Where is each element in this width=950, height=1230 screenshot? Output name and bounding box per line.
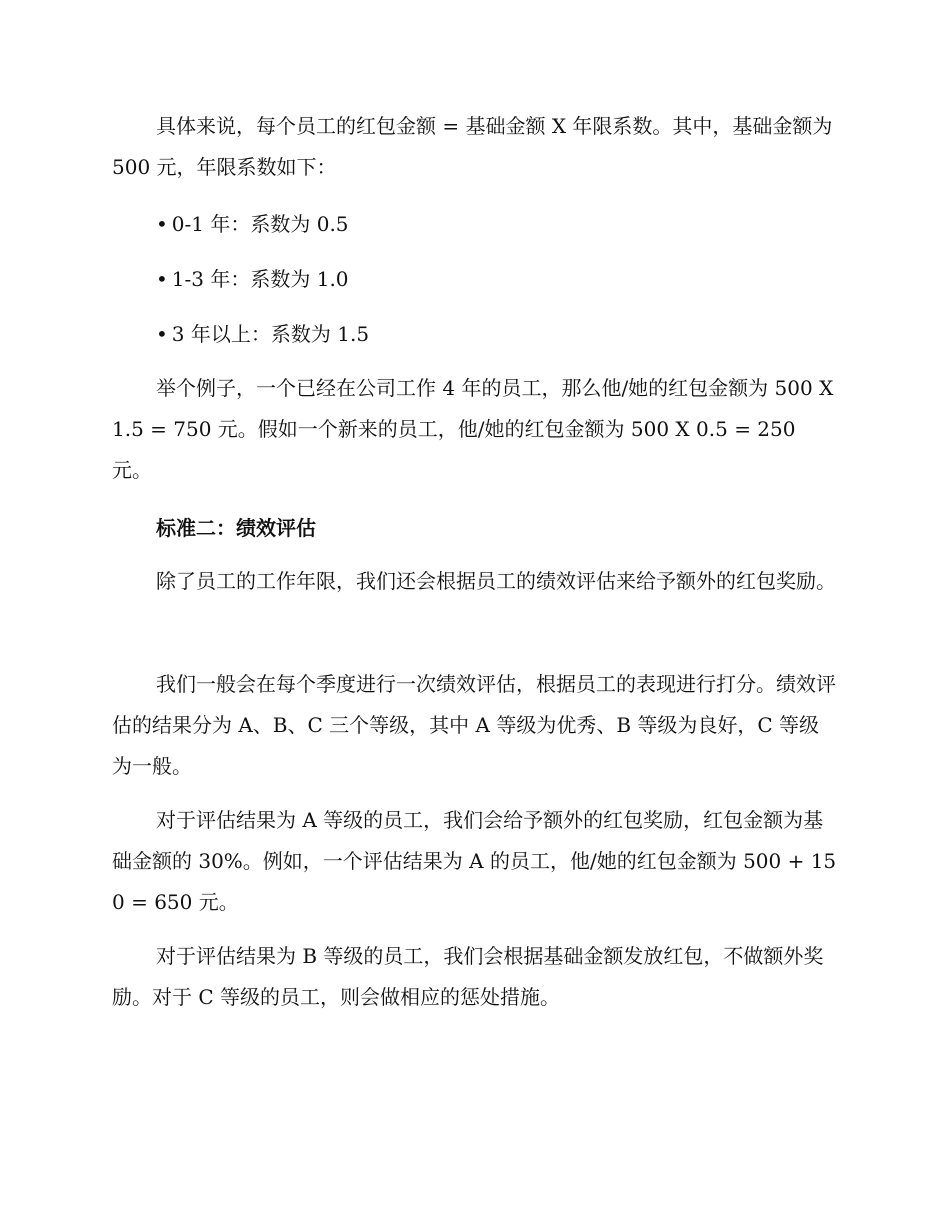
grade-a-paragraph: 对于评估结果为 A 等级的员工，我们会给予额外的红包奖励，红包金额为基础金额的 30%。例如，一个评估结果为 A 的员工，他/她的红包金额为 500 + 150 = 650 元。 (112, 808, 837, 914)
coefficient-text: 0-1 年：系数为 0.5 (171, 212, 349, 236)
coefficient-text: 3 年以上：系数为 1.5 (171, 322, 370, 346)
bullet-marker: • (156, 267, 168, 291)
performance-intro-paragraph: 除了员工的工作年限，我们还会根据员工的绩效评估来给予额外的红包奖励。 (156, 569, 836, 593)
section-heading: 标准二：绩效评估 (156, 516, 316, 540)
coefficient-item-1-3-years (156, 264, 349, 294)
bullet-marker: • (156, 212, 168, 236)
coefficient-item-0-1-years (156, 209, 349, 239)
coefficient-item-3-plus-years (156, 319, 369, 349)
intro-paragraph: 具体来说，每个员工的红包金额 = 基础金额 X 年限系数。其中，基础金额为 500 元，年限系数如下： (112, 114, 833, 179)
performance-process-paragraph: 我们一般会在每个季度进行一次绩效评估，根据员工的表现进行打分。绩效评估的结果分为 A、B、C 三个等级，其中 A 等级为优秀、B 等级为良好，C 等级为一般。 (112, 672, 836, 778)
bullet-marker: • (156, 322, 168, 346)
grade-b-c-paragraph: 对于评估结果为 B 等级的员工，我们会根据基础金额发放红包，不做额外奖励。对于 C 等级的员工，则会做相应的惩处措施。 (112, 944, 824, 1009)
coefficient-text: 1-3 年：系数为 1.0 (171, 267, 349, 291)
example-paragraph: 举个例子，一个已经在公司工作 4 年的员工，那么他/她的红包金额为 500 X 1.5 = 750 元。假如一个新来的员工，他/她的红包金额为 500 X 0.5 = 250 元。 (112, 376, 834, 482)
